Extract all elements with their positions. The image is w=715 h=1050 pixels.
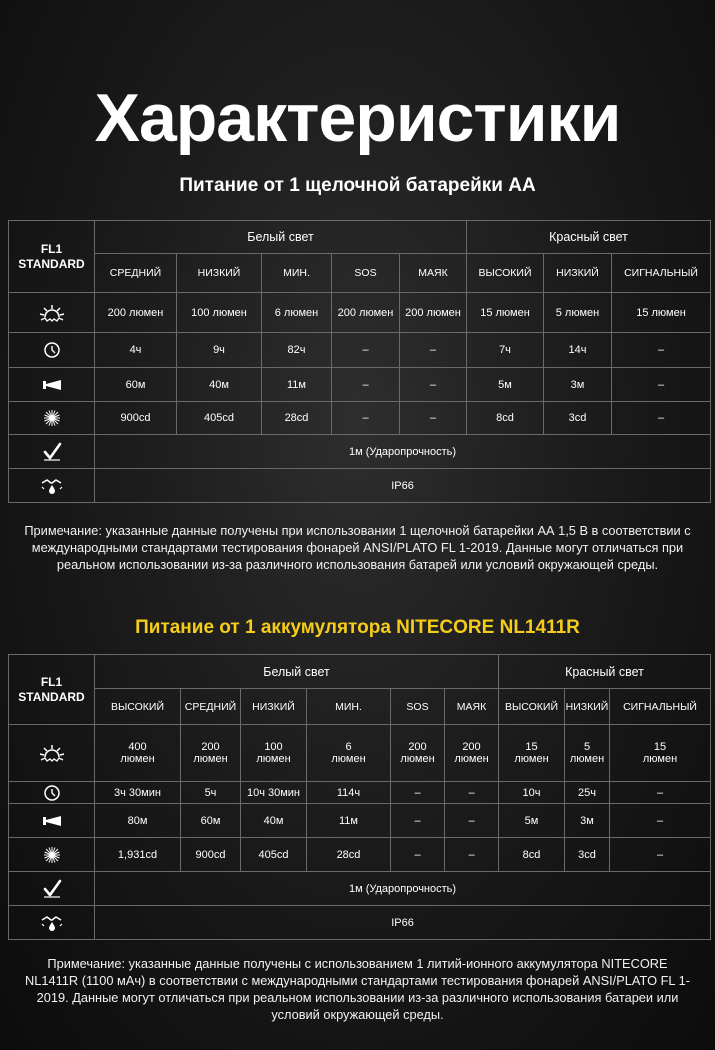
table-cell: 200 люмен [400, 293, 467, 333]
table-cell: 3cd [565, 838, 610, 872]
table-cell: 40м [177, 368, 262, 402]
intensity-row [9, 838, 711, 872]
mode-label: СИГНАЛЬНЫЙ [612, 254, 711, 293]
table-cell: – [610, 838, 711, 872]
table-cell: – [610, 804, 711, 838]
beam-distance-icon [9, 368, 95, 402]
table-cell: – [391, 838, 445, 872]
mode-label: ВЫСОКИЙ [467, 254, 544, 293]
waterproof-value: IP66 [95, 906, 711, 940]
waterproof-row [9, 469, 711, 503]
table-cell: – [612, 333, 711, 368]
waterproof-value: IP66 [95, 469, 711, 503]
table-cell: 15 люмен [610, 725, 711, 782]
table-cell: – [332, 402, 400, 435]
table-cell: 28cd [307, 838, 391, 872]
mode-label: МАЯК [445, 689, 499, 725]
table-cell: 15 люмен [499, 725, 565, 782]
mode-label: ВЫСОКИЙ [95, 689, 181, 725]
runtime-row [9, 333, 711, 368]
section2-note: Примечание: указанные данные получены с использованием 1 литий-ионного аккумулятора NITECORE NL1411R (1100 мАч) в соответствии с международными стандартами тестирования фонарей ANSI/PLATO FL 1-2019. Данные могут отличаться при реальном использовании из-за различного использования батареи или условий окружающей среды. [25, 956, 690, 1022]
table-cell: 9ч [177, 333, 262, 368]
table-cell: 10ч [499, 782, 565, 804]
table-cell: 3м [565, 804, 610, 838]
table-cell: 25ч [565, 782, 610, 804]
table-cell: – [610, 782, 711, 804]
table-cell: 15 люмен [612, 293, 711, 333]
mode-label: ВЫСОКИЙ [499, 689, 565, 725]
table-cell: 5ч [181, 782, 241, 804]
table-cell: 200 люмен [181, 725, 241, 782]
table-cell: 80м [95, 804, 181, 838]
table-cell: – [332, 333, 400, 368]
table-cell: 10ч 30мин [241, 782, 307, 804]
waterproof-row [9, 906, 711, 940]
table-cell: – [445, 782, 499, 804]
intensity-row [9, 402, 711, 435]
section2-subtitle: Питание от 1 аккумулятора NITECORE NL1411R [135, 617, 580, 638]
table-cell: 11м [307, 804, 391, 838]
table-cell: – [332, 368, 400, 402]
table-cell: 405cd [241, 838, 307, 872]
table-cell: 100 люмен [241, 725, 307, 782]
section1-subtitle: Питание от 1 щелочной батарейки АА [179, 175, 536, 196]
table-cell: – [400, 368, 467, 402]
table-cell: 100 люмен [177, 293, 262, 333]
table-cell: 5м [467, 368, 544, 402]
mode-label: SOS [391, 689, 445, 725]
table-cell: 60м [181, 804, 241, 838]
table-cell: – [400, 402, 467, 435]
brightness-icon [9, 293, 95, 333]
table-cell: – [612, 402, 711, 435]
impact-row [9, 872, 711, 906]
brightness-icon [9, 725, 95, 782]
mode-label: НИЗКИЙ [544, 254, 612, 293]
table-cell: – [445, 838, 499, 872]
impact-value: 1м (Ударопрочность) [95, 435, 711, 469]
lumens-row [9, 725, 711, 782]
impact-value: 1м (Ударопрочность) [95, 872, 711, 906]
table-cell: 40м [241, 804, 307, 838]
table-cell: – [391, 804, 445, 838]
table-cell: 60м [95, 368, 177, 402]
mode-label: НИЗКИЙ [565, 689, 610, 725]
distance-row [9, 804, 711, 838]
white-light-header: Белый свет [95, 221, 467, 254]
intensity-icon [9, 402, 95, 435]
table-cell: 5 люмен [565, 725, 610, 782]
table-cell: 15 люмен [467, 293, 544, 333]
mode-label: МИН. [262, 254, 332, 293]
table-cell: 5 люмен [544, 293, 612, 333]
table-cell: – [400, 333, 467, 368]
spec-table-nl1411r [8, 654, 711, 940]
table-cell: 1,931cd [95, 838, 181, 872]
table-cell: 900cd [181, 838, 241, 872]
table-cell: 405cd [177, 402, 262, 435]
beam-distance-icon [9, 804, 95, 838]
impact-resistance-icon [9, 435, 95, 469]
table-cell: 14ч [544, 333, 612, 368]
table-cell: 5м [499, 804, 565, 838]
impact-resistance-icon [9, 872, 95, 906]
mode-label: МАЯК [400, 254, 467, 293]
table-cell: 3м [544, 368, 612, 402]
table-cell: 200 люмен [445, 725, 499, 782]
table-cell: 200 люмен [95, 293, 177, 333]
table-cell: 82ч [262, 333, 332, 368]
table-cell: – [391, 782, 445, 804]
mode-label: SOS [332, 254, 400, 293]
table-cell: 8cd [499, 838, 565, 872]
table-cell: 28cd [262, 402, 332, 435]
standard-cell: FL1 STANDARD [9, 655, 95, 725]
table-cell: 11м [262, 368, 332, 402]
mode-label: НИЗКИЙ [241, 689, 307, 725]
runtime-row [9, 782, 711, 804]
mode-label: НИЗКИЙ [177, 254, 262, 293]
table-cell: 7ч [467, 333, 544, 368]
table-cell: 3ч 30мин [95, 782, 181, 804]
lumens-row [9, 293, 711, 333]
distance-row [9, 368, 711, 402]
table-cell: 114ч [307, 782, 391, 804]
table-cell: 6 люмен [307, 725, 391, 782]
impact-row [9, 435, 711, 469]
table-cell: 900cd [95, 402, 177, 435]
white-light-header: Белый свет [95, 655, 499, 689]
waterproof-icon [9, 906, 95, 940]
spec-table-alkaline [8, 220, 711, 503]
intensity-icon [9, 838, 95, 872]
table-cell: 200 люмен [332, 293, 400, 333]
table-cell: 8cd [467, 402, 544, 435]
mode-label: СРЕДНИЙ [95, 254, 177, 293]
page-title: Характеристики [94, 80, 621, 156]
table-cell: 200 люмен [391, 725, 445, 782]
waterproof-icon [9, 469, 95, 503]
clock-icon [9, 782, 95, 804]
section1-note: Примечание: указанные данные получены при использовании 1 щелочной батарейки АА 1,5 В в соответствии с международными стандартами тестирования фонарей ANSI/PLATO FL 1-2019. Данные могут отличаться при реальном использовании из-за различного использования батарей или условий окружающей среды. [24, 523, 691, 572]
table-cell: 4ч [95, 333, 177, 368]
table-cell: – [445, 804, 499, 838]
clock-icon [9, 333, 95, 368]
mode-label: МИН. [307, 689, 391, 725]
table-cell: 3cd [544, 402, 612, 435]
red-light-header: Красный свет [467, 221, 711, 254]
table-cell: – [612, 368, 711, 402]
mode-label: СРЕДНИЙ [181, 689, 241, 725]
red-light-header: Красный свет [499, 655, 711, 689]
standard-cell: FL1 STANDARD [9, 221, 95, 293]
table-cell: 6 люмен [262, 293, 332, 333]
table-cell: 400 люмен [95, 725, 181, 782]
mode-label: СИГНАЛЬНЫЙ [610, 689, 711, 725]
